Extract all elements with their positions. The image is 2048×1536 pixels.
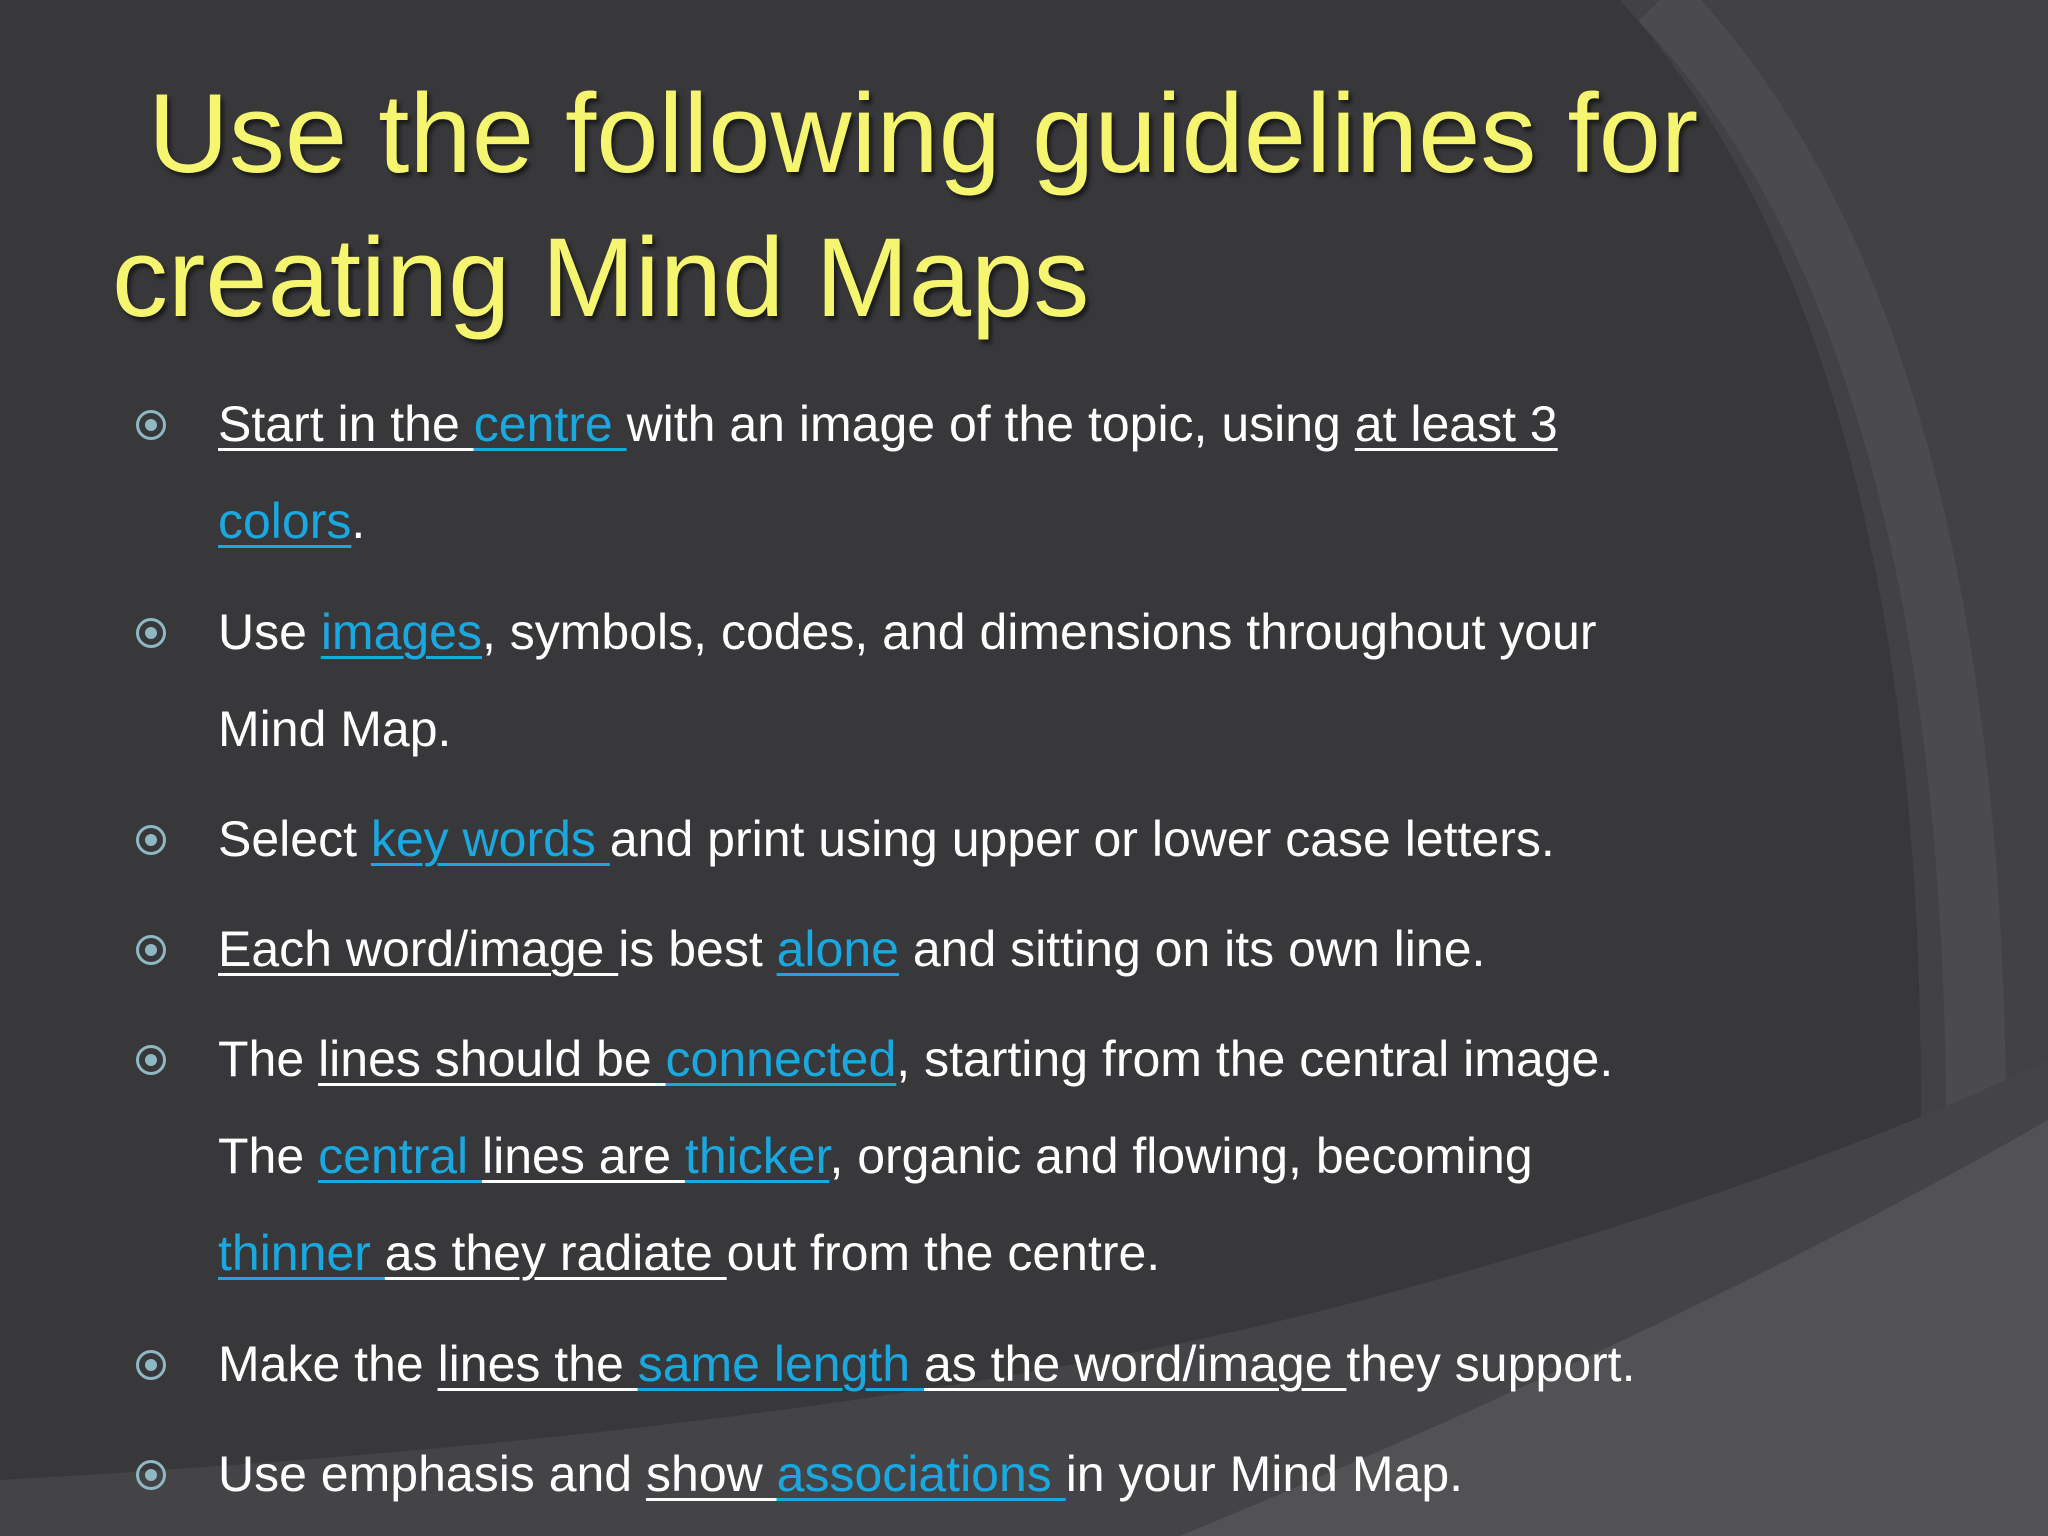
slide-title-line-1: Use the following guidelines for [148,71,1699,196]
guideline-line [218,1011,1778,1108]
body-text: The [218,1128,319,1184]
underlined-text: as they radiate [384,1225,727,1281]
guideline-line [218,473,1778,570]
link-key-words[interactable]: key words [370,811,610,867]
underlined-text: at least 3 [1354,396,1558,452]
body-text: and sitting on its own line. [898,921,1486,977]
link-centre[interactable]: centre [473,396,627,452]
link-colors[interactable]: colors [218,493,352,549]
body-text: The [218,1031,319,1087]
guideline-item [218,1426,1778,1523]
underlined-text: lines are [482,1128,685,1184]
circle-dot-bullet-icon [136,1045,166,1075]
guideline-line [218,681,1778,778]
underlined-text: lines the [437,1336,638,1392]
guideline-item [218,584,1778,778]
guideline-line [218,791,1778,888]
guideline-line [218,901,1778,998]
link-associations[interactable]: associations [776,1446,1066,1502]
body-text: , organic and flowing, becoming [829,1128,1533,1184]
circle-dot-bullet-icon [136,935,166,965]
body-text: out from the centre. [726,1225,1161,1281]
body-text: they support. [1346,1336,1636,1392]
body-text: Select [218,811,371,867]
guideline-line [218,376,1778,473]
slide-title [112,62,1992,350]
underlined-text: as the word/image [923,1336,1347,1392]
link-alone[interactable]: alone [776,921,899,977]
circle-dot-bullet-icon [136,410,166,440]
link-central[interactable]: central [318,1128,483,1184]
link-thicker[interactable]: thicker [684,1128,830,1184]
circle-dot-bullet-icon [136,825,166,855]
underlined-text: Start in the [218,396,474,452]
body-text: with an image of the topic, using [626,396,1355,452]
body-text: and print using upper or lower case letters. [609,811,1555,867]
guideline-item [218,376,1778,570]
circle-dot-bullet-icon [136,1350,166,1380]
link-images[interactable]: images [320,604,482,660]
guideline-line [218,584,1778,681]
guideline-item [218,791,1778,888]
body-text: Use emphasis and [218,1446,647,1502]
body-text: is best [618,921,777,977]
link-thinner[interactable]: thinner [218,1225,385,1281]
guideline-item [218,1011,1778,1302]
link-same-length[interactable]: same length [637,1336,924,1392]
underlined-text: Each word/image [218,921,619,977]
guideline-line [218,1205,1778,1302]
circle-dot-bullet-icon [136,1460,166,1490]
guideline-item [218,901,1778,998]
guideline-line [218,1316,1778,1413]
guideline-line [218,1108,1778,1205]
body-text: Use [218,604,321,660]
guideline-line [218,1426,1778,1523]
body-text: , symbols, codes, and dimensions throughout your [482,604,1597,660]
body-text: , starting from the central image. [896,1031,1614,1087]
body-text: . [351,493,366,549]
body-text: Mind Map. [218,701,452,757]
slide-title-line-2: creating Mind Maps [112,215,1090,340]
body-text: in your Mind Map. [1065,1446,1464,1502]
body-text: Make the [218,1336,438,1392]
link-connected[interactable]: connected [665,1031,897,1087]
underlined-text: show [646,1446,777,1502]
underlined-text: lines should be [318,1031,666,1087]
circle-dot-bullet-icon [136,618,166,648]
guideline-item [218,1316,1778,1413]
